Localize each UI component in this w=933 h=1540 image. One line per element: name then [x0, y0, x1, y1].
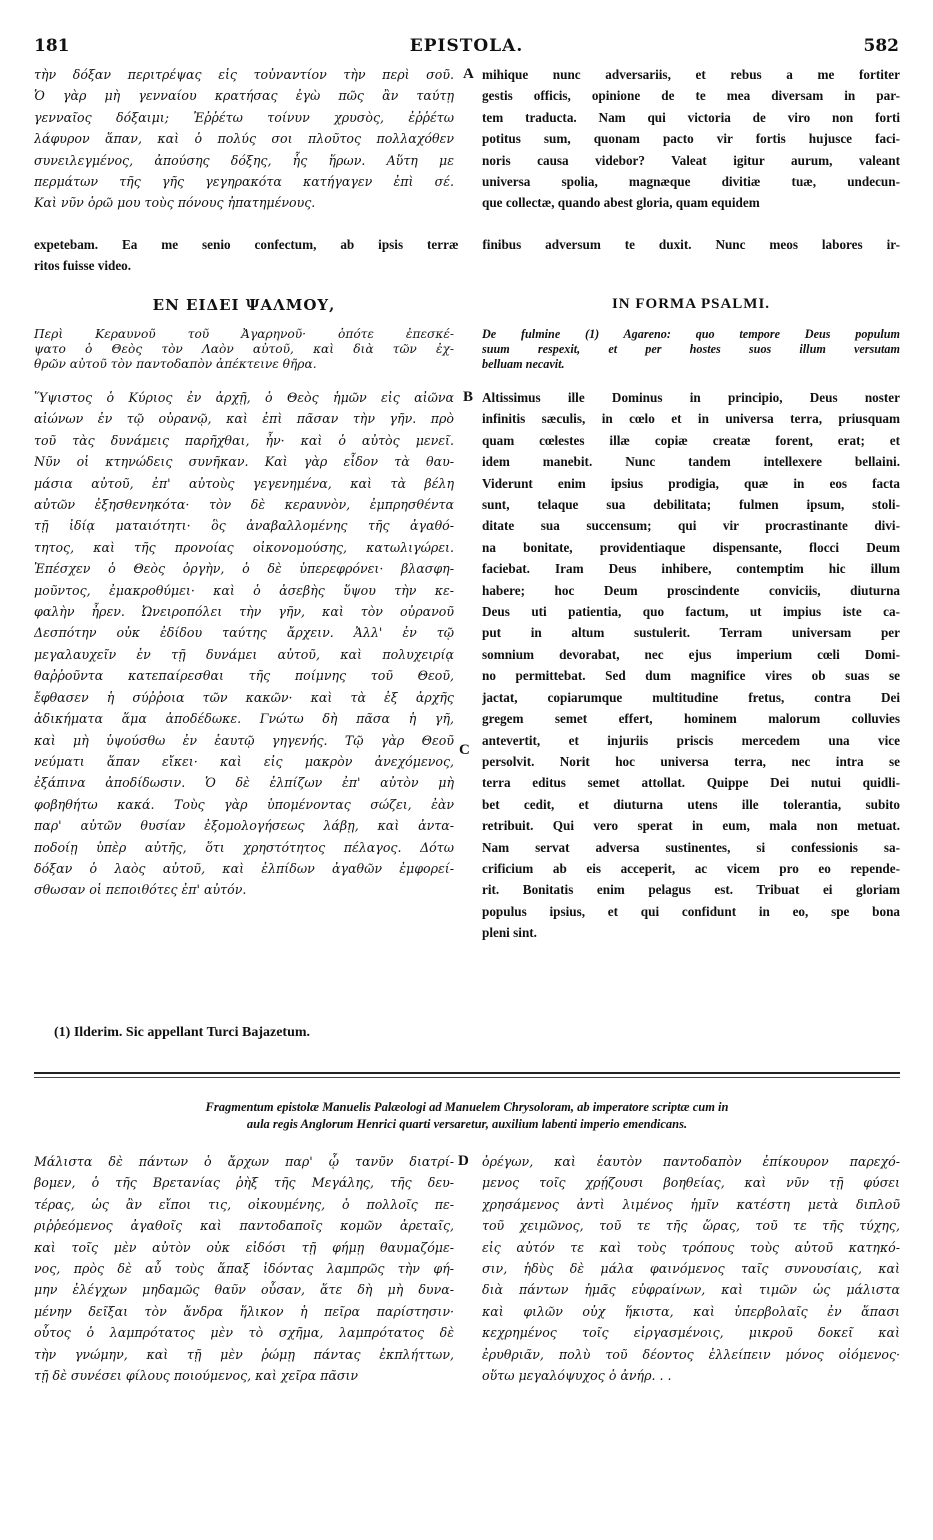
text-line: Δεσπότην οὐκ ἐδίδου ταύτης ἄρχειν. Ἀλλ' ἐν τῷ: [34, 625, 454, 641]
text-line: retribuit. Qui vero sperat in eum, mala non metuat.: [482, 818, 900, 834]
text-line: παρ' αὐτῶν θυσίαν ἐξομολογήσεως λάβῃ, καὶ ἀντα-: [34, 818, 454, 834]
text-line: τὴν γνώμην, καὶ τῇ μὲν ῥώμῃ πάντας ἐκπλήττων,: [34, 1346, 454, 1362]
text-line: faciebat. Iram Deus inhibere, contemptim hic illum: [482, 561, 900, 577]
text-line: populus ipsius, et qui confidunt in eo, spe bona: [482, 903, 900, 919]
text-line: χρησάμενος ἀντὶ λιμένος ἡμῖν κατέστη μετὰ διπλοῦ: [482, 1196, 900, 1212]
text-line: Ὁ γὰρ μὴ γενναίου κρατήσας ἐγὼ πῶς ἂν ταύτῃ: [34, 88, 454, 104]
text-line: νος, πρὸς δὲ αὖ τοὺς ἅπαξ ἰδόντας λαμπρῶς τὴν φή-: [34, 1261, 454, 1277]
section-divider-thin: [34, 1077, 900, 1078]
psalm-latin-title: IN FORMA PSALMI.: [611, 296, 771, 312]
text-line: βομεν, ὁ τῆς Βρετανίας ῥὴξ τῆς Μεγάλης, τῆς δευ-: [34, 1175, 454, 1191]
text-line: gregem semet effert, hominem malorum colluvies: [482, 711, 900, 727]
fragment-title: [34, 1099, 900, 1133]
title-line: Fragmentum epistolæ Manuelis Palæologi ad Manuelem Chrysoloram, ab imperatore scriptæ cum in: [205, 1100, 729, 1114]
text-line: Nam servat adversa sustinentes, si confessionis sa-: [482, 839, 900, 855]
text-line: na bonitate, providentiaque dispensante, flocci Deum: [482, 539, 900, 555]
margin-marker-a: A: [463, 66, 474, 82]
text-line: οὗτος ὁ λαμπρότατος μὲν τὸ σχῆμα, λαμπρότατος δὲ: [34, 1325, 454, 1341]
text-line: jactat, copiarumque multitudine fretus, contra Dei: [482, 689, 900, 705]
text-line: ἐρυθριᾶν, πολὺ τοῦ δέοντος ἐλλείπειν μόνος οἰόμενος·: [482, 1346, 900, 1362]
section-divider: [34, 1072, 900, 1074]
text-line: antevertit, et injuriis priscis mercedem una vice: [482, 732, 900, 748]
text-line: quam cœlestes illæ copiæ creatæ forent, erat; et: [482, 432, 900, 448]
text-line: mihique nunc adversariis, et rebus a me fortiter: [482, 67, 900, 82]
text-line: idem manebit. Nunc tandem intellexere bellaini.: [482, 454, 900, 470]
text-line: ὀρέγων, καὶ ἑαυτὸν παντοδαπὸν ἐπίκουρον παρεχό-: [482, 1154, 900, 1169]
running-header: [34, 36, 899, 60]
text-line: ἀδικήματα ἅμα ἀποδέδωκε. Γνώτω δὴ πᾶσα ἡ γῆ,: [34, 711, 454, 727]
text-line: Ἐπέσχεν ὁ Θεὸς ὀργὴν, ὁ δὲ ὑπερεφρόνει· βλασφη-: [34, 561, 454, 577]
margin-marker-c: C: [459, 742, 470, 758]
fragment-greek-left-column: [34, 1151, 454, 1386]
subtitle-line: belluam necavit.: [482, 357, 565, 371]
margin-marker-d: D: [458, 1153, 469, 1169]
psalm-latin-subtitle: [482, 327, 900, 372]
text-line: Altissimus ille Dominus in principio, Deus noster: [482, 390, 900, 405]
psalm-greek-column: [34, 387, 454, 901]
text-line: εἰς αὐτόν τε καὶ τοὺς τρόπους τοὺς αὐτοῦ κατηκό-: [482, 1239, 900, 1255]
text-line: ποδοίῃ ὑπὲρ αὐτῆς, ὅτι χρηστότητος πέλαγος. Δότω: [34, 839, 454, 855]
text-line: tem traducta. Nam qui victoria de viro non forti: [482, 109, 900, 125]
text-line: μοῦντος, ἐμακροθύμει· καὶ ὁ ἀσεβὴς ὕψου τὴν κε-: [34, 582, 454, 598]
subtitle-line: ψατο ὁ Θεὸς τὸν Λαὸν αὐτοῦ, καὶ διὰ τῶν ἐχ-: [34, 342, 454, 356]
text-line: περμάτων τῆς γῆς γεγηρακότα κατήγαγεν ἐπὶ σέ.: [34, 174, 454, 190]
text-line: μένην δεῖξαι τὸν ἄνδρα ἥλικον ἡ πεῖρα παρίστησιν·: [34, 1303, 454, 1319]
text-line: ditate sua succensum; qui vir procrastinante divi-: [482, 518, 900, 534]
text-line: δόξαν ὁ λαὸς αὐτοῦ, καὶ ἐλπίδων ἀγαθῶν ἐμφορεί-: [34, 860, 454, 876]
text-line: ριῤῥεόμενος ἀγαθοῖς καὶ παντοδαποῖς κομῶν ἀρεταῖς,: [34, 1218, 454, 1234]
text-line: αὐτῶν ἐξησθενηκότα· τὸν δὲ κεραυνὸν, ἐμπρησθέντα: [34, 497, 454, 513]
title-line: aula regis Anglorum Henrici quarti versaretur, auxilium labenti imperio emendicans.: [246, 1117, 688, 1131]
text-line: λάφυρον ἅπαν, καὶ ὁ πολύς σοι πλοῦτος πολλαχόθεν: [34, 131, 454, 147]
text-line: μενος τοῖς χρῄζουσι βοηθείας, καὶ νῦν τῇ φύσει: [482, 1175, 900, 1191]
text-line: καὶ τοῖς μὲν αὐτὸν οὐκ εἰδόσι τῇ φήμῃ θαυμαζόμε-: [34, 1239, 454, 1255]
text-line: τῇ δὲ συνέσει φίλους ποιούμενος, καὶ χεῖρα πᾶσιν: [34, 1368, 359, 1384]
text-line: γενναῖος δόξαιμι; Ἐῤῥέτω τοίνυν χρυσὸς, ἐῤῥέτω: [34, 109, 454, 125]
text-line: Καὶ νῦν ὁρῶ μου τοὺς πόνους ἠπατημένους.: [34, 195, 316, 211]
text-line: persolvit. Norit hoc universa terra, nec intra se: [482, 753, 900, 769]
psalm-greek-title: ΕΝ ΕΙΔΕΙ ΨΑΛΜΟΥ,: [152, 296, 336, 314]
text-line: τοῦ χειμῶνος, τοῦ τε τῆς ὥρας, τοῦ τε τῆς τύχης,: [482, 1218, 900, 1234]
fragment-greek-right-column: [482, 1151, 900, 1386]
text-line: expetebam. Ea me senio confectum, ab ipsis terræ finibus adversum te duxit. Nunc meos labores ir-: [34, 237, 900, 252]
running-title: EPISTOLA.: [409, 36, 524, 56]
text-line: habere; hoc Deum proscindente conviciis, diuturna: [482, 582, 900, 598]
text-line: φοβηθήτω κακά. Τοὺς γὰρ ὑπομένοντας σώζει, ἐὰν: [34, 796, 454, 812]
text-line: μάσια αὐτοῦ, ἐπ' αὐτοὺς γεγενημένα, καὶ τὰ βέλη: [34, 475, 454, 491]
text-line: τῇ ἰδίᾳ ματαιότητι· ὃς ἀναβαλλομένης τῆς ἀγαθό-: [34, 518, 454, 534]
top-full-width-text: [34, 234, 900, 277]
text-line: θαῤῥοῦντα κατεπαίρεσθαι τῆς ποίμνης τοῦ Θεοῦ,: [34, 668, 454, 684]
text-line: infinitis sæculis, in cœlo et in universa terra, priusquam: [482, 411, 900, 427]
text-line: terra editus semet attollat. Quippe Dei nutui quidli-: [482, 775, 900, 791]
text-line: universa spolia, magnæque divitiæ tuæ, undecun-: [482, 174, 900, 190]
text-line: τητος, καὶ τῆς προνοίας οἰκονομούσης, κατωλιγώρει.: [34, 539, 454, 555]
text-line: οὕτω μεγαλόψυχος ὁ ἀνήρ. . .: [482, 1368, 672, 1384]
text-line: κεχρημένος τοῖς εἰργασμένοις, μικροῦ δοκεῖ καὶ: [482, 1325, 900, 1341]
text-line: Νῦν οἱ κτηνώδεις συνῆκαν. Καὶ γὰρ εἶδον τὰ θαυ-: [34, 454, 454, 470]
text-line: crificium ab eis acceperit, ac vicem pro eo repende-: [482, 860, 900, 876]
subtitle-line: θρῶν αὐτοῦ τὸν παντοδαπὸν ἀπέκτεινε θῆρα.: [34, 357, 317, 371]
psalm-latin-column: [482, 387, 900, 944]
subtitle-line: Περὶ Κεραυνοῦ τοῦ Ἀγαρηνοῦ· ὁπότε ἐπεσκέ-: [34, 327, 454, 341]
text-line: αἰώνων ἐν τῷ οὐρανῷ, καὶ ἐπὶ πᾶσαν τὴν γῆν. πρὸ: [34, 411, 454, 427]
text-line: μην ἐλέγχων μηδαμῶς θαῦν οὖσαν, ἅτε δὴ μὴ δυνα-: [34, 1282, 454, 1298]
text-line: ἐξάπινα ἀποδίδωσιν. Ὁ δὲ ἐλπίζων ἐπ' αὐτὸν μὴ: [34, 775, 454, 791]
text-line: bet cedit, et diuturna utens ille tolerantia, subito: [482, 796, 900, 812]
page-number-right: 582: [863, 36, 899, 56]
text-line: Deus uti patientia, quo factum, ut impius iste ca-: [482, 604, 900, 620]
text-line: noris causa videbor? Valeat igitur aurum, valeant: [482, 152, 900, 168]
text-line: τὴν δόξαν περιτρέψας εἰς τοὐναντίον τὴν περὶ σοῦ.: [34, 67, 454, 82]
text-line: Viderunt enim ipsius prodigia, quæ in eos facta: [482, 475, 900, 491]
text-line: τοῦ τὰς δυνάμεις παρῆχθαι, ἦν· καὶ ὁ αὐτὸς μενεῖ.: [34, 432, 454, 448]
psalm-greek-subtitle: [34, 327, 454, 372]
text-line: καὶ μὴ ὑψούσθω ἐν ἑαυτῷ γηγενής. Τῷ γὰρ Θεοῦ: [34, 732, 454, 748]
text-line: gestis officis, opinione de te mea diversam in par-: [482, 88, 900, 104]
text-line: σιν, ἡδὺς δὲ μάλα φαινόμενος ταῖς συνουσίαις, καὶ: [482, 1261, 900, 1277]
subtitle-line: De fulmine (1) Agareno: quo tempore Deus populum: [482, 327, 900, 341]
text-line: συνειλεγμένος, ἀπούσης δόξης, ἧς ἥρων. Αὕτη με: [34, 152, 454, 168]
top-greek-column: [34, 64, 454, 214]
text-line: potitus sum, quonam pacto vir fortis hujusce faci-: [482, 131, 900, 147]
text-line: νεύματι ἅπαν εἴκει· καὶ εἰς μακρὸν ἀνεχόμενος,: [34, 753, 454, 769]
text-line: μεγαλαυχεῖν ἐν τῇ δυνάμει αὐτοῦ, καὶ πολυχειρίᾳ: [34, 646, 454, 662]
text-line: καὶ φιλῶν οὐχ ἥκιστα, καὶ ὑπερβολαῖς ἐν ἅπασι: [482, 1303, 900, 1319]
text-line: que collectæ, quando abest gloria, quam equidem: [482, 195, 760, 211]
subtitle-line: suum respexit, et per hostes suos illum versutam: [482, 342, 900, 356]
text-line: rit. Bonitatis enim pelagus est. Tribuat ei gloriam: [482, 882, 900, 898]
text-line: no permittebat. Sed dum magnifice vires ob suas se: [482, 668, 900, 684]
text-line: put in altum sustulerit. Terram universam per: [482, 625, 900, 641]
footnote: (1) Ilderim. Sic appellant Turci Bajazetum.: [54, 1025, 311, 1040]
text-line: ritos fuisse video.: [34, 258, 132, 274]
text-line: Μάλιστα δὲ πάντων ὁ ἄρχων παρ' ᾧ τανῦν διατρί-: [34, 1154, 454, 1169]
text-line: pleni sint.: [482, 925, 537, 941]
text-line: sunt, telaque sua debilitata; fulmen ipsum, stoli-: [482, 497, 900, 513]
text-line: τέρας, ὡς ἂν εἴποι τις, οἰκουμένης, ὁ πολλοῖς πε-: [34, 1196, 454, 1212]
text-line: φαλὴν ἦρεν. Ὠνειροπόλει τὴν γῆν, καὶ τὸν οὐρανοῦ: [34, 604, 454, 620]
text-line: ἔφθασεν ἡ σύῤῥοια τῶν κακῶν· καὶ τὰ ἐξ ἀρχῆς: [34, 689, 454, 705]
page-number-left: 181: [34, 36, 70, 56]
top-latin-column: [482, 64, 900, 214]
text-line: σθωσαν οἱ πεποιθότες ἐπ' αὐτόν.: [34, 882, 247, 898]
text-line: Ὕψιστος ὁ Κύριος ἐν ἀρχῇ, ὁ Θεὸς ἡμῶν εἰς αἰῶνα: [34, 390, 454, 405]
text-line: somnium devorabat, nec ejus imperium cœli Domi-: [482, 646, 900, 662]
text-line: διὰ πάντων ἡμᾶς εὐφραίνων, καὶ τιμῶν ὡς μάλιστα: [482, 1282, 900, 1298]
margin-marker-b: B: [463, 389, 474, 405]
